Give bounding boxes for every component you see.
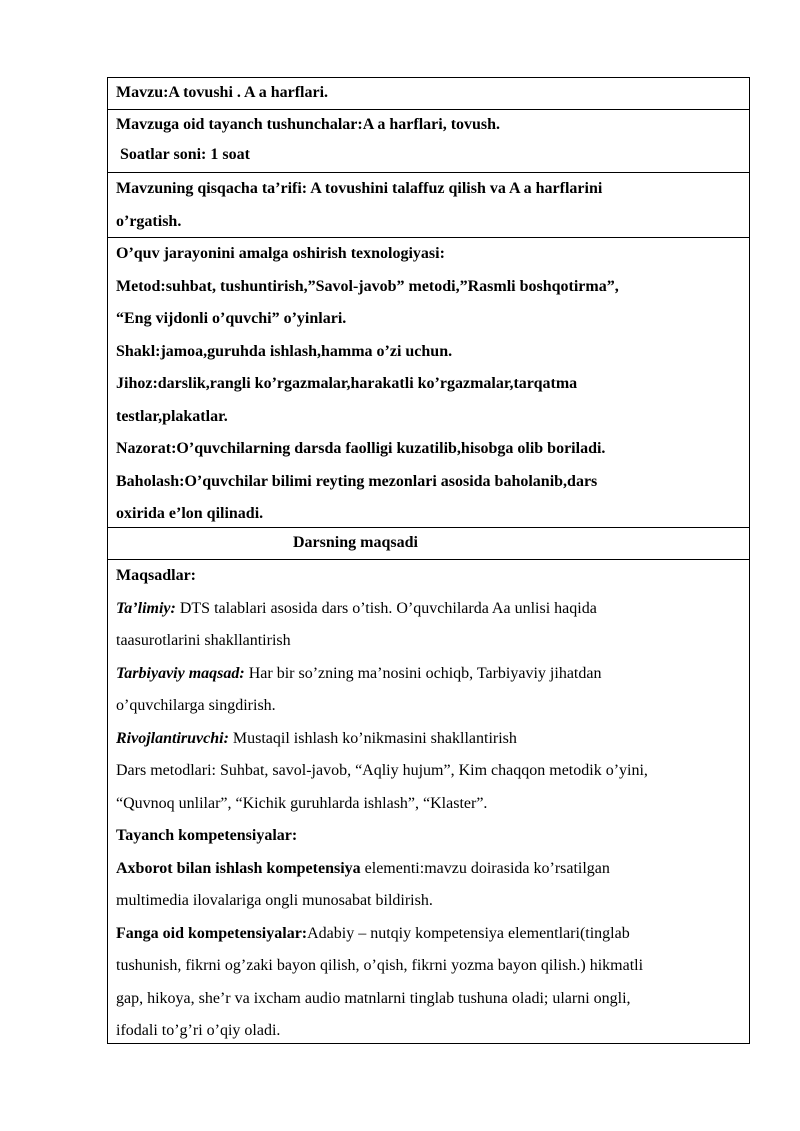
- educational-goal-line-2: taasurotlarini shakllantirish: [116, 632, 291, 649]
- educational-goal-label: Ta’limiy:: [116, 599, 176, 617]
- form-line: Shakl:jamoa,guruhda ishlash,hamma o’zi uchun.: [116, 342, 453, 360]
- subject-competency-text: Adabiy – nutqiy kompetensiya elementlari(tinglab: [307, 924, 630, 942]
- info-competency-line-1: [116, 853, 741, 886]
- hours-text: Soatlar soni: 1 soat: [116, 146, 250, 163]
- summary-line-1: Mavzuning qisqacha ta’rifi: A tovushini talaffuz qilish va A a harflarini: [116, 180, 603, 197]
- control-line: Nazorat:O’quvchilarning darsda faolligi kuzatilib,hisobga olib boriladi.: [116, 440, 606, 457]
- subject-competency-line-1: [116, 918, 741, 951]
- topic-row: [108, 78, 749, 109]
- subject-competency-line-4: ifodali to’g’ri o’qiy oladi.: [116, 1022, 281, 1039]
- methods-line-2: “Quvnoq unlilar”, “Kichik guruhlarda ishlash”, “Klaster”.: [116, 794, 488, 812]
- educational-goal-text: DTS talablari asosida dars o’tish. O’quvchilarda Aa unlisi haqida: [175, 599, 597, 617]
- method-line-1: Metod:suhbat, tushuntirish,”Savol-javob” metodi,”Rasmli boshqotirma”,: [116, 277, 619, 295]
- goals-heading: Maqsadlar:: [116, 567, 196, 584]
- info-competency-text: elementi:mavzu doirasida ko’rsatilgan: [360, 859, 610, 877]
- method-line-2: “Eng vijdonli o’quvchi” o’yinlari.: [116, 310, 347, 327]
- info-competency-label: Axborot bilan ishlash kompetensiya: [116, 859, 361, 877]
- key-concepts-row: [108, 109, 749, 172]
- info-competency-line-2: multimedia ilovalariga ongli munosabat bildirish.: [116, 892, 433, 909]
- summary-line-2: o’rgatish.: [116, 212, 182, 230]
- subject-competency-line-3: gap, hikoya, she’r va ixcham audio matnlarni tinglab tushuna oladi; ularni ongli,: [116, 989, 631, 1007]
- grading-line-1: Baholash:O’quvchilar bilimi reyting mezonlari asosida baholanib,dars: [116, 472, 598, 490]
- goal-header-text: Darsning maqsadi: [293, 534, 418, 551]
- equipment-line-2: testlar,plakatlar.: [116, 407, 228, 425]
- goal-header-row: [108, 527, 749, 559]
- upbringing-goal-label: Tarbiyaviy maqsad:: [116, 664, 245, 682]
- developmental-goal-line: [116, 723, 741, 756]
- equipment-line-1: Jihoz:darslik,rangli ko’rgazmalar,harakatli ko’rgazmalar,tarqatma: [116, 375, 578, 392]
- developmental-goal-label: Rivojlantiruvchi:: [116, 729, 229, 747]
- upbringing-goal-line-1: [116, 658, 741, 691]
- methods-line-1: Dars metodlari: Suhbat, savol-javob, “Aqliy hujum”, Kim chaqqon metodik o’yini,: [116, 762, 648, 779]
- developmental-goal-text: Mustaqil ishlash ko’nikmasini shakllantirish: [228, 729, 517, 747]
- competencies-heading: Tayanch kompetensiyalar:: [116, 827, 298, 844]
- subject-competency-line-2: tushunish, fikrni og’zaki bayon qilish, o’qish, fikrni yozma bayon qilish.) hikmatli: [116, 957, 644, 974]
- lesson-plan-table: [107, 77, 750, 1044]
- key-concepts-text: Mavzuga oid tayanch tushunchalar:A a harflari, tovush.: [116, 116, 501, 133]
- subject-competency-label: Fanga oid kompetensiyalar:: [116, 924, 308, 942]
- topic-text: Mavzu:A tovushi . A a harflari.: [116, 84, 329, 101]
- grading-line-2: oxirida e’lon qilinadi.: [116, 505, 264, 522]
- upbringing-goal-text: Har bir so’zning ma’nosini ochiqb, Tarbiyaviy jihatdan: [244, 664, 602, 682]
- technology-heading: O’quv jarayonini amalga oshirish texnologiyasi:: [116, 245, 445, 262]
- goals-row: [108, 559, 749, 1043]
- upbringing-goal-line-2: o’quvchilarga singdirish.: [116, 697, 276, 714]
- summary-row: [108, 172, 749, 237]
- educational-goal-line-1: [116, 593, 741, 626]
- technology-row: [108, 237, 749, 527]
